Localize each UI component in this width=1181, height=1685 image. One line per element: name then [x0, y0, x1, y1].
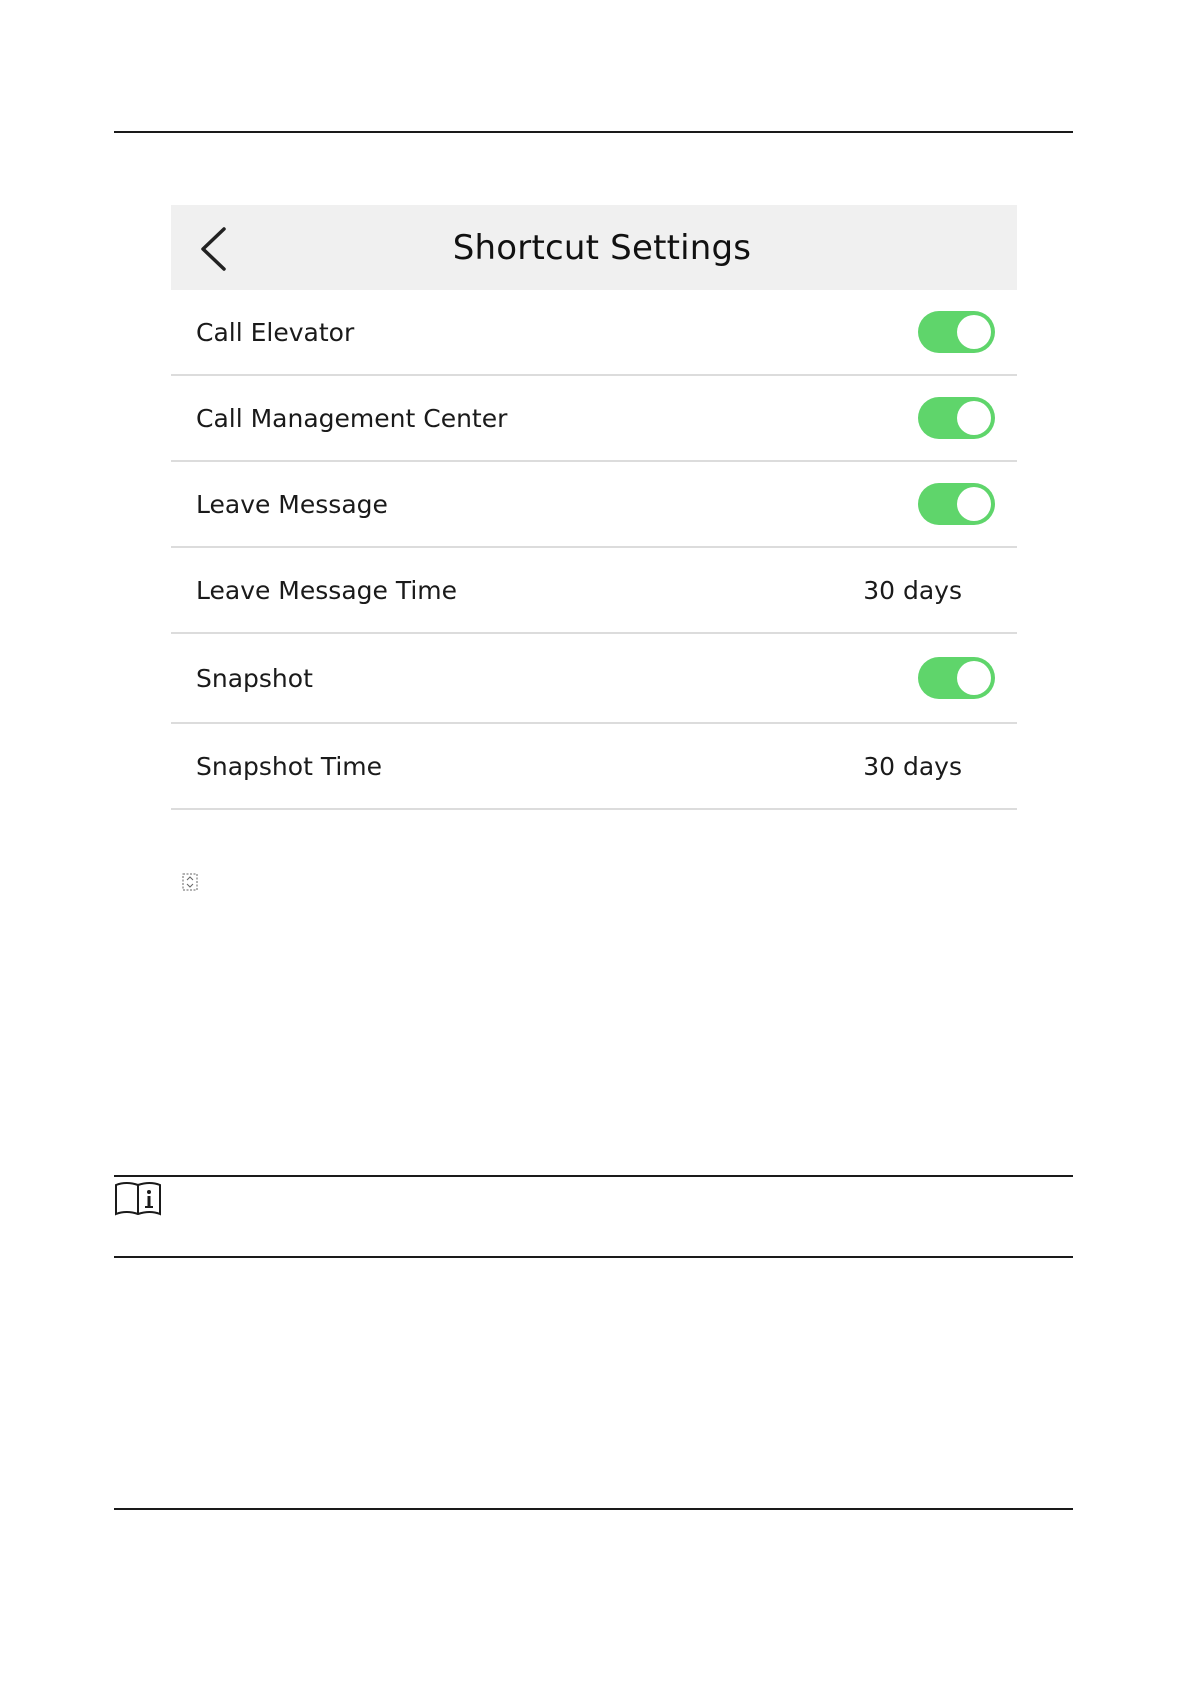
back-button[interactable]: [195, 225, 231, 273]
setting-row-leave-message: [171, 462, 1017, 548]
setting-label: Snapshot: [196, 663, 313, 693]
toggle-knob: [957, 661, 991, 695]
screen-title: Shortcut Settings: [452, 227, 752, 268]
setting-label: Leave Message Time: [196, 575, 458, 605]
setting-row-call-management-center: [171, 376, 1017, 462]
toggle-knob: [957, 487, 991, 521]
chevron-left-icon: [198, 225, 228, 273]
call-management-center-toggle[interactable]: [918, 397, 995, 439]
note-top-rule: [114, 1175, 1073, 1177]
setting-label: Call Elevator: [196, 317, 355, 347]
setting-label: Leave Message: [196, 489, 388, 519]
shortcut-settings-screen: [171, 205, 1017, 810]
note-bottom-rule: [114, 1256, 1073, 1258]
setting-row-snapshot-time[interactable]: [171, 724, 1017, 810]
call-elevator-toggle[interactable]: [918, 311, 995, 353]
snapshot-time-value: 30 days: [863, 751, 962, 781]
setting-row-snapshot: [171, 634, 1017, 724]
leave-message-toggle[interactable]: [918, 483, 995, 525]
toggle-knob: [957, 401, 991, 435]
page-footer-rule: [114, 1508, 1073, 1510]
page-header-rule: [114, 131, 1073, 133]
setting-row-leave-message-time[interactable]: [171, 548, 1017, 634]
info-book-icon: [114, 1181, 162, 1217]
setting-label: Call Management Center: [196, 403, 508, 433]
setting-label: Snapshot Time: [196, 751, 382, 781]
toggle-knob: [957, 315, 991, 349]
leave-message-time-value: 30 days: [863, 575, 962, 605]
snapshot-toggle[interactable]: [918, 657, 995, 699]
screen-header: [171, 205, 1017, 290]
setting-row-call-elevator: [171, 290, 1017, 376]
image-placeholder-icon: [181, 873, 199, 891]
